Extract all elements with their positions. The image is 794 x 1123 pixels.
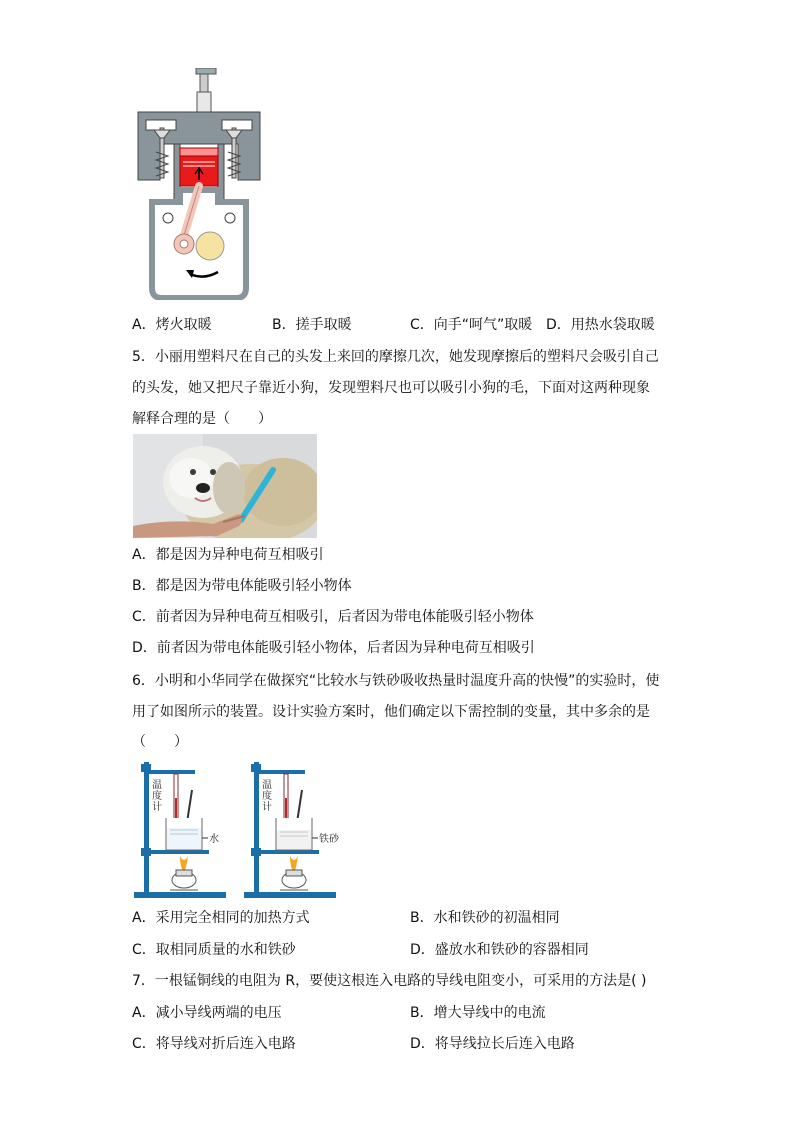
right-thermometer-char-2: 度 xyxy=(262,791,272,802)
q6-stem-line-3: （ ） xyxy=(132,734,188,750)
q5-option-c[interactable]: C．前者因为异种电荷互相吸引，后者因为带电体能吸引轻小物体 xyxy=(132,609,534,625)
q5-stem-line-3: 解释合理的是（ ） xyxy=(132,411,272,427)
left-apparatus xyxy=(134,762,226,898)
engine-cylinder-figure xyxy=(134,68,264,300)
q5-option-a[interactable]: A．都是因为异种电荷互相吸引 xyxy=(132,547,324,563)
q4-option-d[interactable]: D．用热水袋取暖 xyxy=(546,317,655,333)
iron-sand-label: 铁砂 xyxy=(319,834,339,845)
q5-option-b[interactable]: B．都是因为带电体能吸引轻小物体 xyxy=(132,578,352,594)
heating-apparatus-figure xyxy=(130,758,346,900)
q7-option-c[interactable]: C．将导线对折后连入电路 xyxy=(132,1036,296,1052)
q5-option-d[interactable]: D．前者因为带电体能吸引轻小物体，后者因为异种电荷互相吸引 xyxy=(132,640,535,656)
q7-stem: 7．一根锰铜线的电阻为 R，要使这根连入电路的导线电阻变小，可采用的方法是( ) xyxy=(132,973,647,989)
left-thermometer-char-2: 度 xyxy=(152,791,162,802)
q6-option-b[interactable]: B．水和铁砂的初温相同 xyxy=(410,910,560,926)
q6-option-c[interactable]: C．取相同质量的水和铁砂 xyxy=(132,942,296,958)
q6-option-a[interactable]: A．采用完全相同的加热方式 xyxy=(132,910,310,926)
right-thermometer-char-3: 计 xyxy=(262,802,272,813)
dog-photo xyxy=(133,434,317,538)
q4-option-b[interactable]: B．搓手取暖 xyxy=(272,317,352,333)
q6-option-d[interactable]: D．盛放水和铁砂的容器相同 xyxy=(410,942,589,958)
q7-option-b[interactable]: B．增大导线中的电流 xyxy=(410,1005,546,1021)
left-thermometer-char-1: 温 xyxy=(152,780,162,791)
q4-option-c[interactable]: C．向手“呵气”取暖 xyxy=(410,317,533,333)
q6-stem-line-2: 用了如图所示的装置。设计实验方案时，他们确定以下需控制的变量，其中多余的是 xyxy=(132,704,650,720)
q7-option-d[interactable]: D．将导线拉长后连入电路 xyxy=(410,1036,575,1052)
q5-stem-line-2: 的头发，她又把尺子靠近小狗，发现塑料尺也可以吸引小狗的毛，下面对这两种现象 xyxy=(132,380,650,396)
q5-stem-line-1: 5．小丽用塑料尺在自己的头发上来回的摩擦几次，她发现摩擦后的塑料尺会吸引自己 xyxy=(132,349,659,365)
q4-option-a[interactable]: A．烤火取暖 xyxy=(132,317,212,333)
right-apparatus xyxy=(244,762,336,898)
water-label: 水 xyxy=(209,834,219,845)
left-thermometer-char-3: 计 xyxy=(152,802,162,813)
q6-stem-line-1: 6．小明和小华同学在做探究“比较水与铁砂吸收热量时温度升高的快慢”的实验时，使 xyxy=(132,673,660,689)
right-thermometer-char-1: 温 xyxy=(262,780,272,791)
q7-option-a[interactable]: A．减小导线两端的电压 xyxy=(132,1005,282,1021)
